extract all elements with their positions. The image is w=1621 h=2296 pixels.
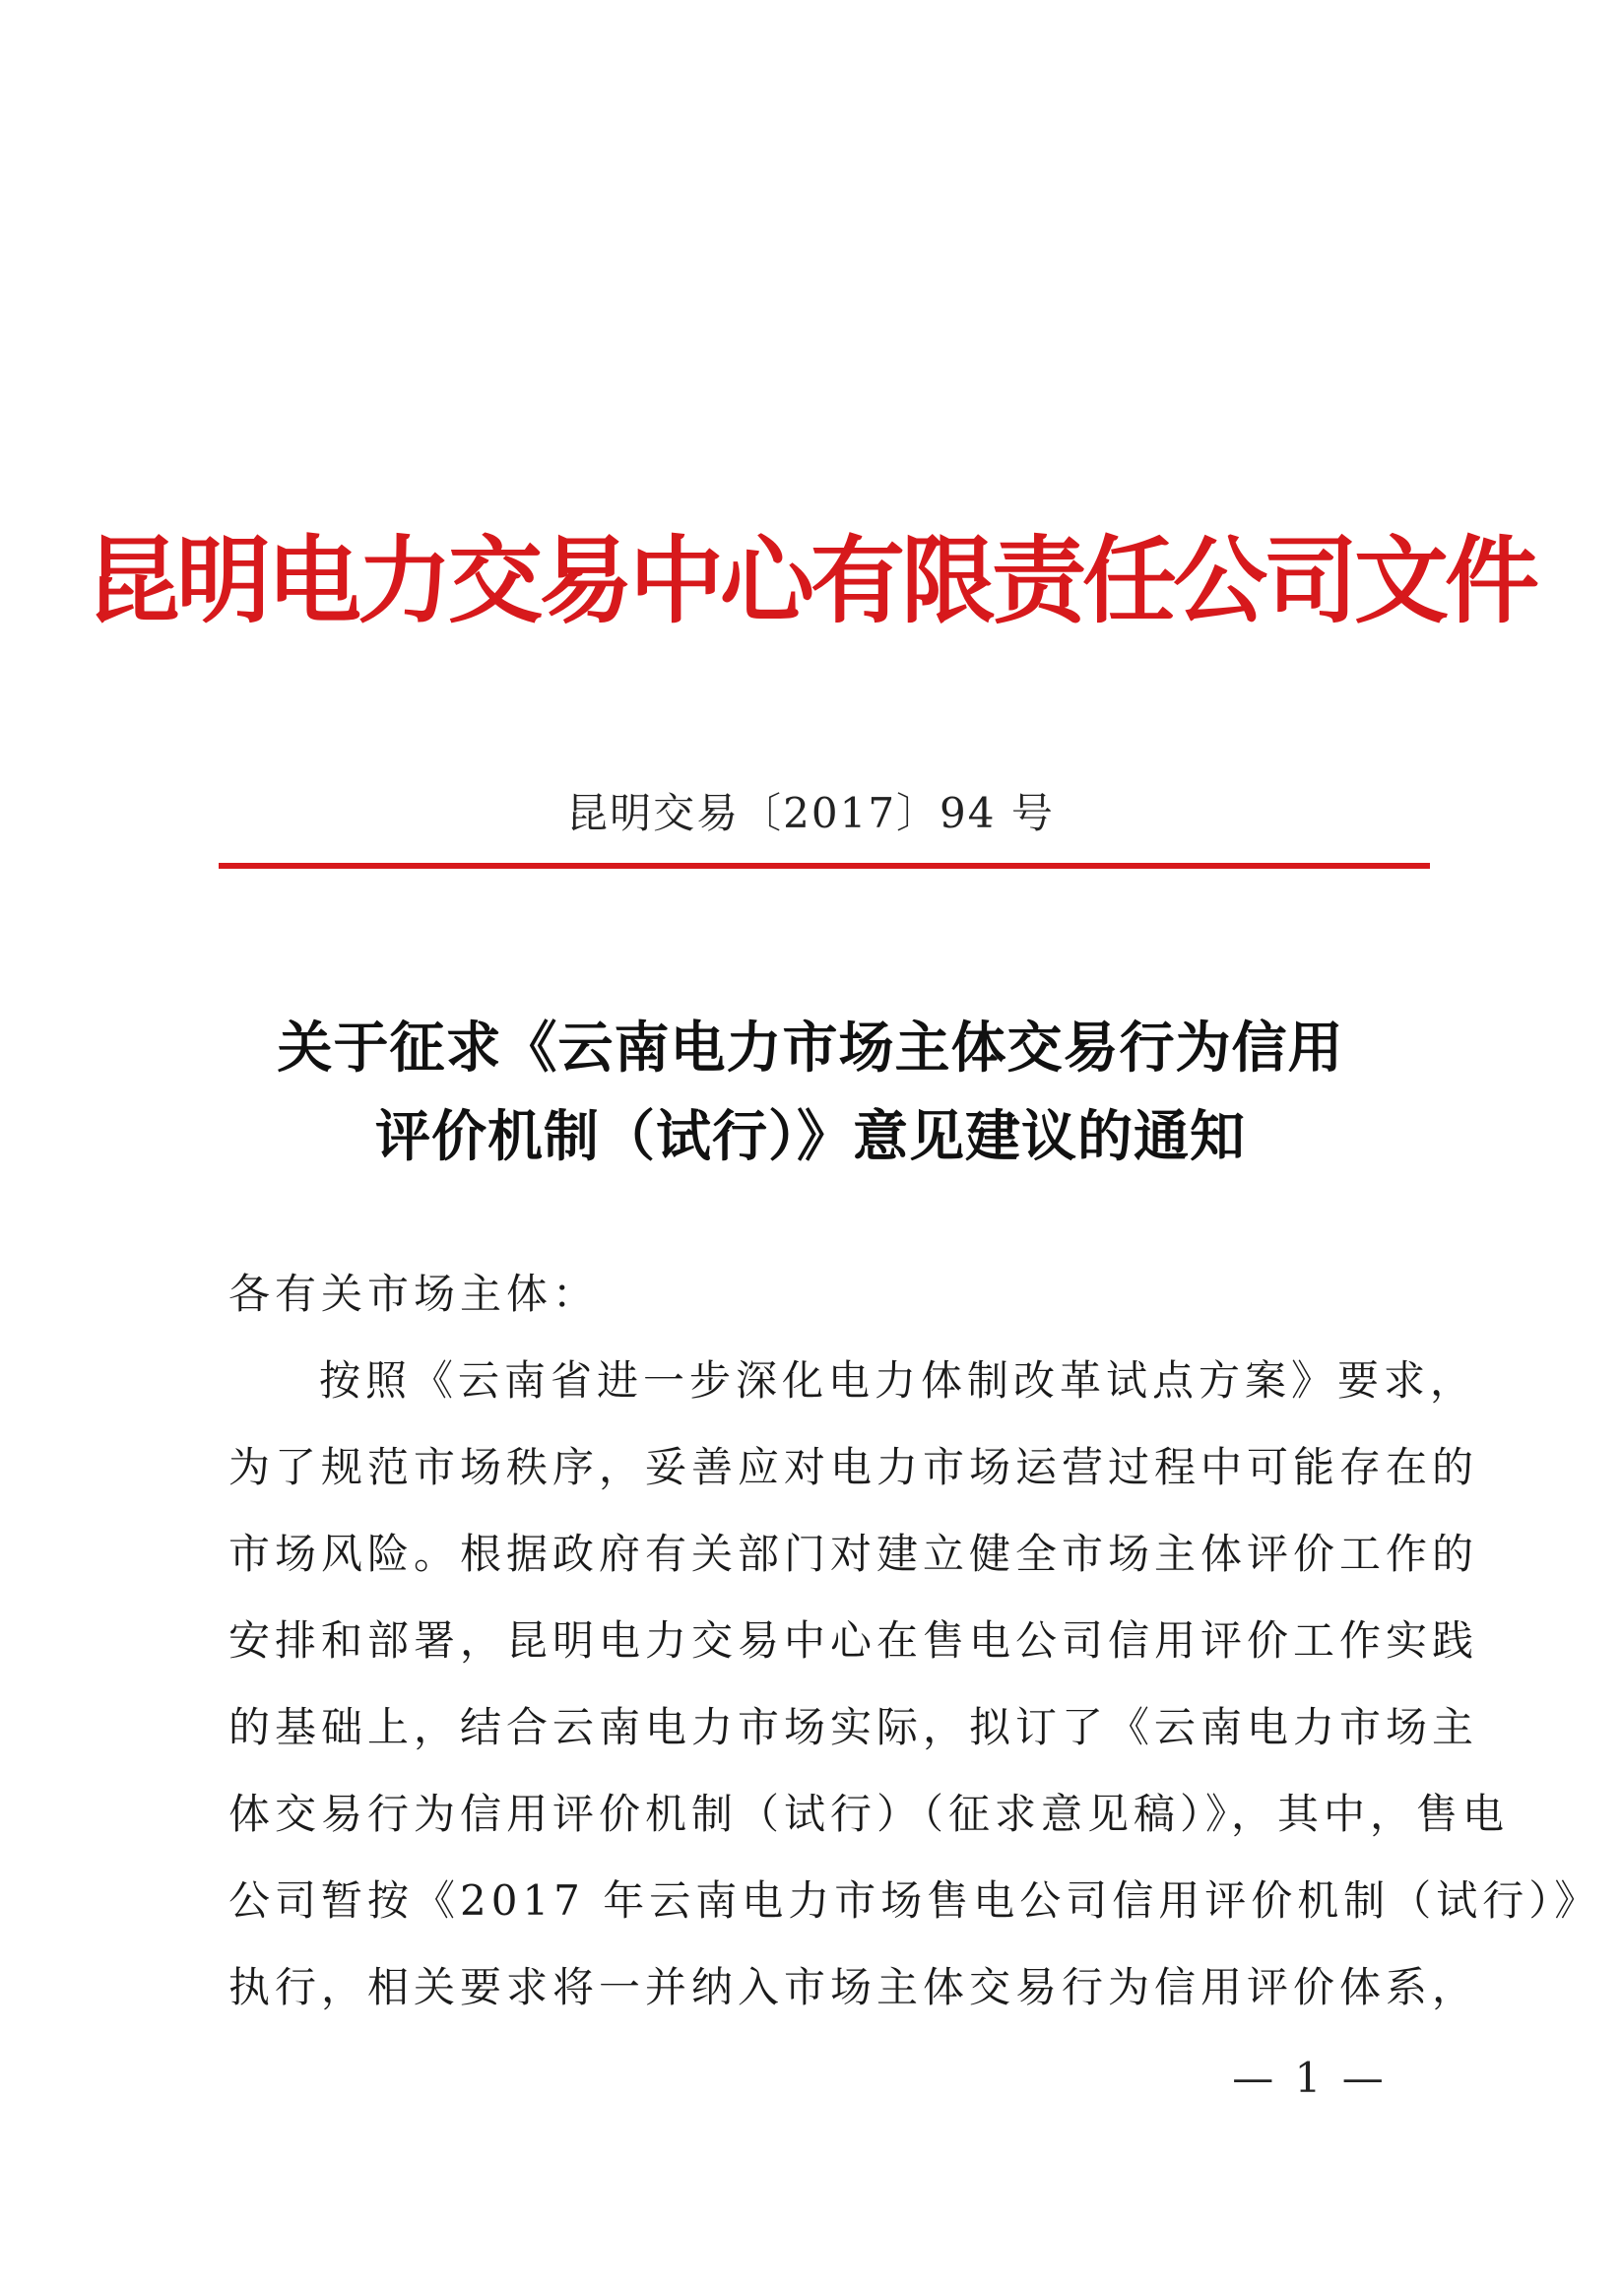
org-file-title: 昆明电力交易中心有限责任公司文件 xyxy=(86,525,1535,636)
body-line: 为了规范市场秩序，妥善应对电力市场运营过程中可能存在的 xyxy=(228,1443,1479,1491)
body-line: 的基础上，结合云南电力市场实际，拟订了《云南电力市场主 xyxy=(228,1703,1479,1751)
body-line: 安排和部署，昆明电力交易中心在售电公司信用评价工作实践 xyxy=(228,1616,1479,1665)
body-line: 市场风险。根据政府有关部门对建立健全市场主体评价工作的 xyxy=(228,1530,1479,1578)
body-line: 公司暂按《2017 年云南电力市场售电公司信用评价机制（试行）》 xyxy=(228,1876,1601,1925)
body-line: 按照《云南省进一步深化电力体制改革试点方案》要求， xyxy=(319,1356,1477,1405)
salutation: 各有关市场主体： xyxy=(228,1270,600,1318)
body-line: 执行，相关要求将一并纳入市场主体交易行为信用评价体系， xyxy=(228,1963,1479,2011)
red-divider-line xyxy=(219,863,1430,869)
page-number: — 1 — xyxy=(1232,2054,1388,2102)
body-line: 体交易行为信用评价机制（试行）（征求意见稿）》，其中，售电 xyxy=(228,1790,1510,1838)
notice-title-line-2: 评价机制（试行）》意见建议的通知 xyxy=(375,1105,1246,1169)
notice-title xyxy=(0,1005,1621,1182)
notice-title-line-1: 关于征求《云南电力市场主体交易行为信用 xyxy=(277,1017,1344,1081)
document-number: 昆明交易〔2017〕94 号 xyxy=(566,789,1055,837)
body-text xyxy=(228,1251,1601,2031)
